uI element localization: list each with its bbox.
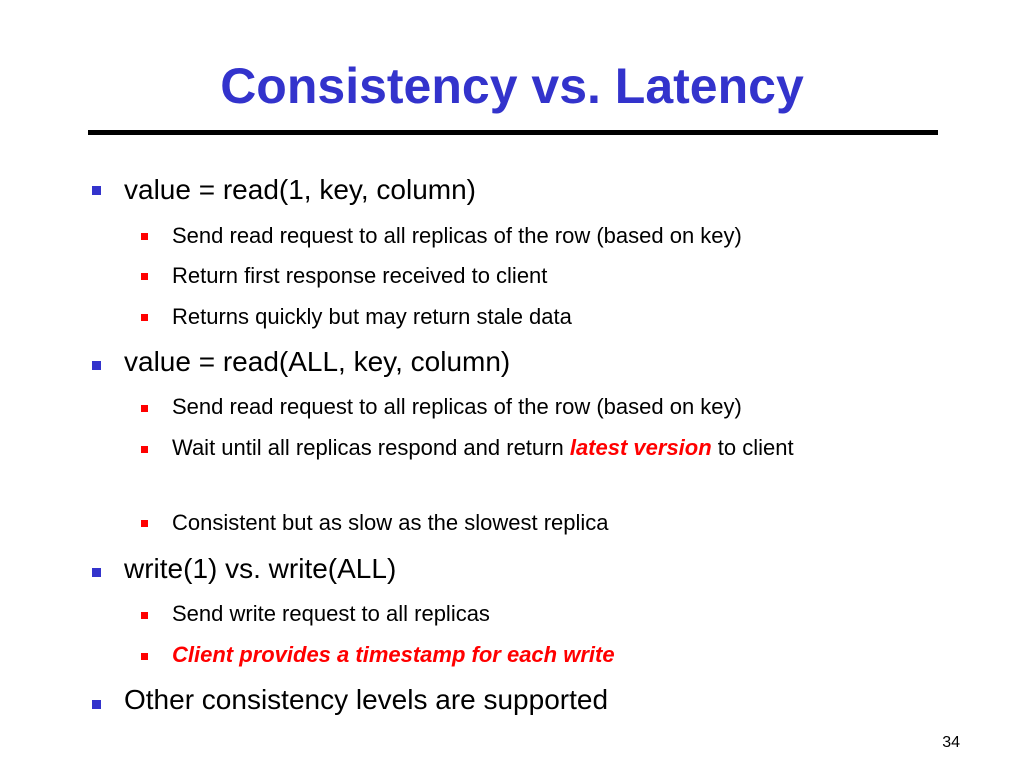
bullet-level2-text: Returns quickly but may return stale data bbox=[172, 304, 572, 329]
bullet-level1-text: Other consistency levels are supported bbox=[124, 684, 609, 715]
bullet-level2-text: Send write request to all replicas bbox=[172, 601, 490, 626]
bullet-square-icon bbox=[92, 568, 101, 577]
emphasis-latest-version: latest version bbox=[569, 435, 712, 460]
emphasis-timestamp: Client provides a timestamp for each write bbox=[172, 642, 615, 667]
bullet-square-icon bbox=[92, 700, 101, 709]
page-number: 34 bbox=[942, 734, 960, 751]
bullet-level1-text: value = read(1, key, column) bbox=[124, 174, 476, 205]
sub-text-after: to client bbox=[711, 435, 794, 460]
bullet-level2-text: Send read request to all replicas of the row (based on key) bbox=[172, 223, 742, 248]
sub-bullet-square-icon bbox=[141, 273, 148, 280]
bullet-level2-text: Return first response received to client bbox=[172, 263, 548, 288]
sub-bullet-square-icon bbox=[141, 314, 148, 321]
sub-bullet-square-icon bbox=[141, 653, 148, 660]
sub-bullet-square-icon bbox=[141, 405, 148, 412]
bullet-level2-text bbox=[172, 431, 932, 464]
bullet-level2-text: Send read request to all replicas of the row (based on key) bbox=[172, 394, 742, 419]
bullet-square-icon bbox=[92, 186, 101, 195]
bullet-level2-text: Consistent but as slow as the slowest replica bbox=[172, 510, 609, 535]
sub-text-before: Wait until all replicas respond and return bbox=[172, 435, 570, 460]
bullet-level2-text bbox=[172, 638, 932, 671]
slide-title: Consistency vs. Latency bbox=[220, 58, 804, 114]
sub-bullet-square-icon bbox=[141, 233, 148, 240]
bullet-square-icon bbox=[92, 361, 101, 370]
bullet-level1-text: write(1) vs. write(ALL) bbox=[124, 553, 397, 584]
sub-bullet-square-icon bbox=[141, 520, 148, 527]
sub-bullet-square-icon bbox=[141, 446, 148, 453]
bullet-level1-text: value = read(ALL, key, column) bbox=[124, 346, 511, 377]
sub-bullet-square-icon bbox=[141, 612, 148, 619]
